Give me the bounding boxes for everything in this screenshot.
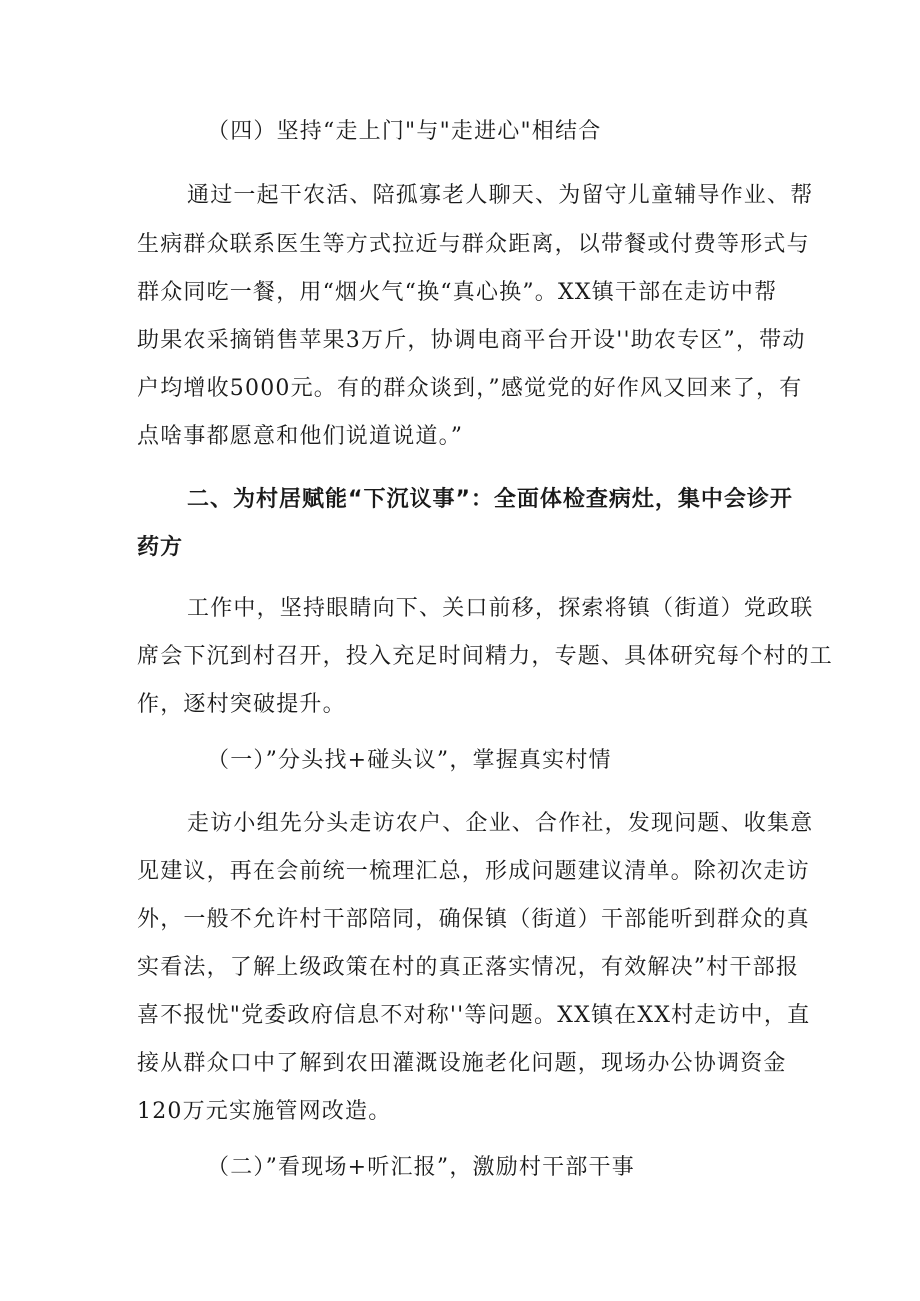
paragraph-line: 群众同吃一餐，用“烟火气“换“真心换”。XX镇干部在走访中帮: [137, 280, 778, 305]
paragraph-line: 助果农采摘销售苹果3万斤，协调电商平台开设''助农专区”，带动: [137, 328, 806, 353]
paragraph-line: 120万元实施管网改造。: [137, 1099, 392, 1124]
paragraph-line: 喜不报忧"党委政府信息不对称''等问题。XX镇在XX村走访中，直: [137, 1003, 811, 1028]
paragraph-line: 通过一起干农活、陪孤寡老人聊天、为留守儿童辅导作业、帮: [187, 183, 814, 208]
paragraph-line: 实看法，了解上级政策在村的真正落实情况，有效解决”村干部报: [137, 955, 800, 980]
section-heading-2-cont: 药方: [137, 535, 184, 560]
paragraph-line: 生病群众联系医生等方式拉近与群众距离，以带餐或付费等形式与: [137, 232, 810, 257]
paragraph-line: 外，一般不允许村干部陪同，确保镇（街道）干部能听到群众的真: [137, 907, 810, 932]
subsection-heading-1: （一）”分头找+碰头议”，掌握真实村情: [207, 748, 612, 773]
section-heading-2: 二、为村居赋能“下沉议事”：全面体检查病灶，集中会诊开: [187, 487, 793, 512]
paragraph-line: 席会下沉到村召开，投入充足时间精力，专题、具体研究每个村的工: [137, 644, 834, 669]
paragraph-line: 接从群众口中了解到农田灌溉设施老化问题，现场办公协调资金: [137, 1051, 787, 1076]
paragraph-line: 点啥事都愿意和他们说道说道。”: [137, 424, 464, 449]
subsection-heading-4: （四）坚持“走上门"与"走进心"相结合: [207, 119, 602, 144]
paragraph-line: 作，逐村突破提升。: [137, 692, 346, 717]
paragraph-line: 户均增收5000元。有的群众谈到，”感觉党的好作风又回来了，有: [137, 376, 803, 401]
paragraph-line: 工作中，坚持眼睛向下、关口前移，探索将镇（街道）党政联: [187, 596, 814, 621]
subsection-heading-2: （二）”看现场+听汇报”，激励村干部干事: [207, 1155, 635, 1180]
paragraph-line: 见建议，再在会前统一梳理汇总，形成问题建议清单。除初次走访: [137, 859, 810, 884]
paragraph-line: 走访小组先分头走访农户、企业、合作社，发现问题、收集意: [187, 811, 814, 836]
